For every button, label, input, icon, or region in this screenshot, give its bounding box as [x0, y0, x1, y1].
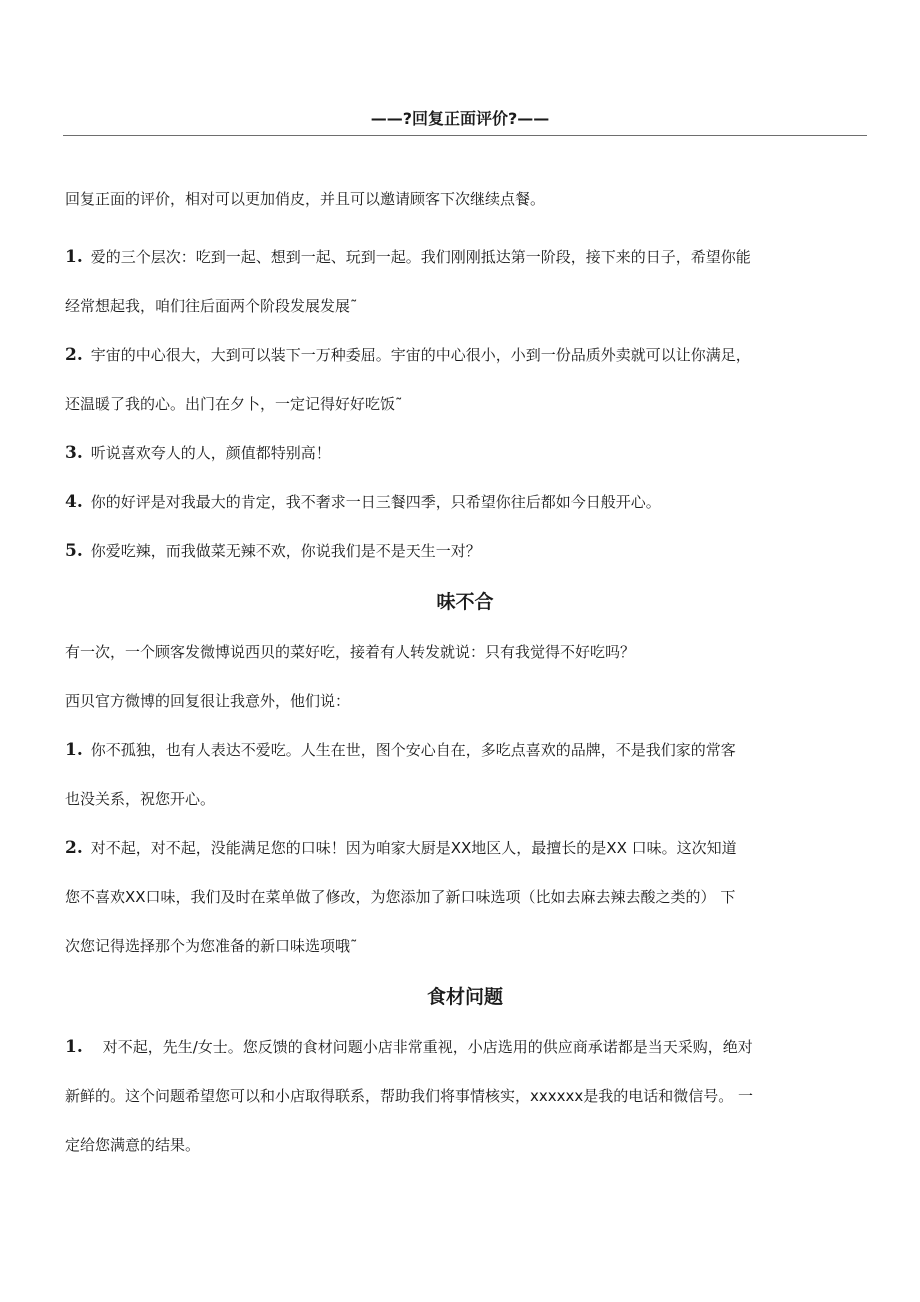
taste-item-2 — [65, 824, 865, 873]
item-number: 5. — [65, 541, 83, 561]
document-body — [65, 186, 865, 1170]
header-divider — [63, 135, 867, 136]
item-number: 3. — [65, 443, 83, 463]
positive-item-5 — [65, 527, 865, 576]
taste-para-2: 西贝官方微博的回复很让我意外，他们说： — [65, 692, 351, 710]
positive-item-1-cont: 经常想起我，咱们往后面两个阶段发展发展˜ — [65, 297, 358, 315]
item-text: 对不起，先生/女士。您反馈的食材问题小店非常重视，小店选用的供应商承诺都是当天采购，绝对 — [102, 1038, 753, 1056]
positive-item-3 — [65, 429, 865, 478]
section-title-taste: 味不合 — [436, 591, 494, 613]
item-text: 你的好评是对我最大的肯定，我不奢求一日三餐四季，只希望你往后都如今日般开心。 — [90, 493, 661, 511]
item-text: 宇宙的中心很大，大到可以装下一万种委屈。宇宙的中心很小，小到一份品质外卖就可以让你满足， — [90, 346, 751, 364]
page-title: ——?回复正面评价?—— — [370, 109, 550, 128]
item-text: 听说喜欢夸人的人，颜值都特别高！ — [90, 444, 331, 462]
taste-item-1-cont: 也没关系，祝您开心。 — [65, 790, 216, 808]
item-number: 2. — [65, 345, 83, 365]
item-text: 你爱吃辣，而我做菜无辣不欢，你说我们是不是天生一对？ — [90, 542, 481, 560]
taste-item-2-cont-2: 次您记得选择那个为您准备的新口味选项哦˜ — [65, 937, 358, 955]
item-number: 2. — [65, 838, 83, 858]
intro-paragraph: 回复正面的评价，相对可以更加俏皮，并且可以邀请顾客下次继续点餐。 — [65, 190, 546, 208]
item-text: 你不孤独，也有人表达不爱吃。人生在世，图个安心自在，多吃点喜欢的品牌，不是我们家的常客 — [90, 741, 736, 759]
item-text: 爱的三个层次：吃到一起、想到一起、玩到一起。我们刚刚抵达第一阶段，接下来的日子，希望你能 — [90, 248, 751, 266]
item-number: 1. — [65, 740, 83, 760]
ingredient-item-1 — [65, 1023, 865, 1072]
positive-item-2-cont: 还温暖了我的心。出门在夕卜，一定记得好好吃饭˜ — [65, 395, 403, 413]
ingredient-item-1-cont: 新鲜的。这个问题希望您可以和小店取得联系，帮助我们将事情核实，xxxxxx是我的电话和微信号。 一 — [65, 1087, 754, 1105]
positive-item-2 — [65, 331, 865, 380]
taste-para-1: 有一次，一个顾客发微博说西贝的菜好吃，接着有人转发就说：只有我觉得不好吃吗？ — [65, 643, 636, 661]
taste-item-1 — [65, 726, 865, 775]
taste-item-2-cont: 您不喜欢XX口味，我们及时在菜单做了修改，为您添加了新口味选项（比如去麻去辣去酸之类的） 下 — [65, 888, 736, 906]
positive-item-4 — [65, 478, 865, 527]
item-text: 对不起，对不起，没能满足您的口味！因为咱家大厨是XX地区人，最擅长的是XX 口味。这次知道 — [90, 839, 737, 857]
item-number: 4. — [65, 492, 83, 512]
ingredient-item-1-cont-2: 定给您满意的结果。 — [65, 1136, 201, 1154]
item-number: 1. — [65, 247, 83, 267]
item-number: 1. — [65, 1037, 83, 1057]
positive-item-1 — [65, 233, 865, 282]
section-title-ingredients: 食材问题 — [426, 986, 503, 1008]
